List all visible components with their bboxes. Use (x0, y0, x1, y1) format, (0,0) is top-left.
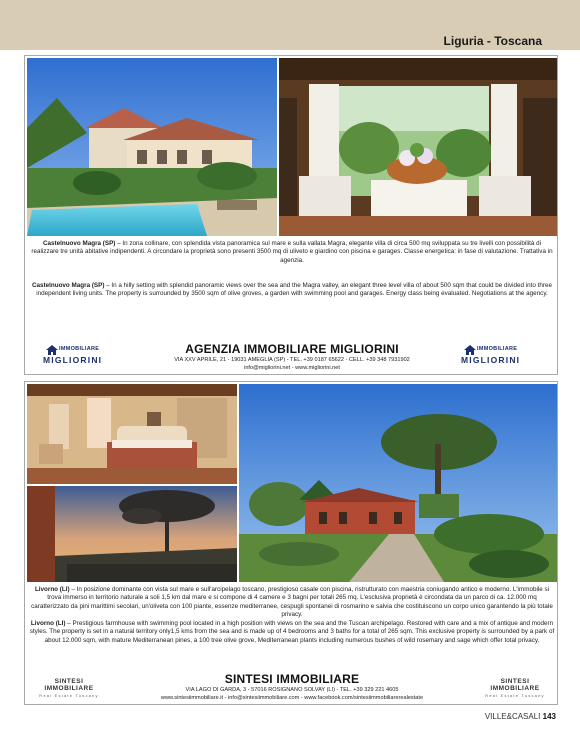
page-number: 143 (542, 712, 556, 721)
agency-name: AGENZIA IMMOBILIARE MIGLIORINI (185, 342, 399, 356)
listing2-place-it: Livorno (LI) (34, 586, 70, 593)
listing2-place-en: Livorno (LI) (30, 620, 66, 627)
magazine-name: VILLE&CASALI (484, 712, 541, 721)
listing2-text-it: – In posizione dominante con vista sul mare e sull'arcipelago toscano, prestigioso casale con piscina, ristrutturato con maestria coniugando antico e moderno. L'immobile si trova immerso in territorio naturale a soli 1,5 km dal mare e si compone di 4 camere e 3 bagni per totali 265 mq. L'esclusiva proprietà è circondata da un parco di ca. 12.000 mq caratterizzato da pini marittimi secolari, un'oliveta con 100 piante, essenze mediterranee, cespugli spontanei di rosmarino e salvia che costituiscono un corpo unico garantendo la più totale privacy. (31, 586, 553, 618)
agency-contacts[interactable]: www.sintesiimmobiliare.it - info@sintesiimmobiliare.com - www.facebook.com/sintesiimmobiliarerealestate (160, 695, 424, 701)
agency-name: SINTESI IMMOBILIARE (224, 672, 360, 686)
villa-exterior-photo (27, 58, 277, 236)
veranda-photo (279, 58, 557, 236)
bedroom-photo (27, 384, 237, 484)
migliorini-logo-right: IMMOBILIARE MIGLIORINI (461, 346, 521, 365)
listing1-text-en: – In a hilly setting with splendid panoramic views over the sea and the Magra valley, an elegant three level villa of about 500 sqm that could be divided into three independent living units. The property is surrounded by 3500 sqm of olive groves, a garden with swimming pool and garages. Energy class being evaluated. Negotiations at the agency. (36, 282, 552, 298)
agency-address: VIA XXV APRILE, 21 - 19031 AMEGLIA (SP) - TEL. +39 0187 65622 - CELL. +39 348 7931902 (174, 357, 410, 363)
listing2-description-en (29, 620, 555, 645)
listing2-description-it (29, 586, 555, 619)
sunset-photo (27, 486, 237, 582)
listing-sintesi (24, 381, 558, 705)
sintesi-logo-right: SINTESI IMMOBILIARE Real Estate Tuscany (485, 678, 545, 698)
listing1-description-en (29, 282, 555, 299)
farmhouse-photo (239, 384, 557, 582)
listing2-text-en: – Prestigious farmhouse with swimming pool located in a high position with views on the sea and the Tuscan archipelago. Restored with care and a mix of antique and modern styles. The property is set in a natural territory only1,5 kms from the sea and is made up of 4 bedrooms and 3 baths for a total of 265 sqm. This exclusive property is surrounded by a park of about 12.000 sqm, with mature Mediterranean pines, a 100 tree olive grove, Mediterranean plants including numerous bushes of wild rosemary and sage which offer total privacy. (29, 620, 555, 644)
page-footer (485, 712, 556, 721)
listing1-place-en: Castelnuovo Magra (SP) (31, 282, 105, 289)
migliorini-logo-left: IMMOBILIARE MIGLIORINI (43, 346, 103, 365)
sintesi-logo-left: SINTESI IMMOBILIARE Real Estate Tuscany (39, 678, 99, 698)
listing1-place-it: Castelnuovo Magra (SP) (42, 240, 116, 247)
listing-migliorini (24, 55, 558, 375)
listing1-text-it: – In zona collinare, con splendida vista panoramica sul mare e sulla vallata Magra, elegante villa di circa 500 mq sviluppata su tre livelli con possibilità di realizzare tre unità abitative indipendenti. A circondare la proprietà sono presenti 3500 mq di uliveto e giardino con piscina e garages. Classe energetica: in fase di valutazione. Trattativa in agenzia. (31, 240, 553, 264)
agency-address: VIA LAGO DI GARDA, 3 - 57016 ROSIGNANO SOLVAY (LI) - TEL. +39 329 221 4605 (185, 687, 399, 693)
region-title: Liguria - Toscana (443, 34, 542, 48)
listing1-description-it (29, 240, 555, 265)
agency-contacts[interactable]: info@migliorini.net - www.migliorini.net (244, 365, 340, 371)
